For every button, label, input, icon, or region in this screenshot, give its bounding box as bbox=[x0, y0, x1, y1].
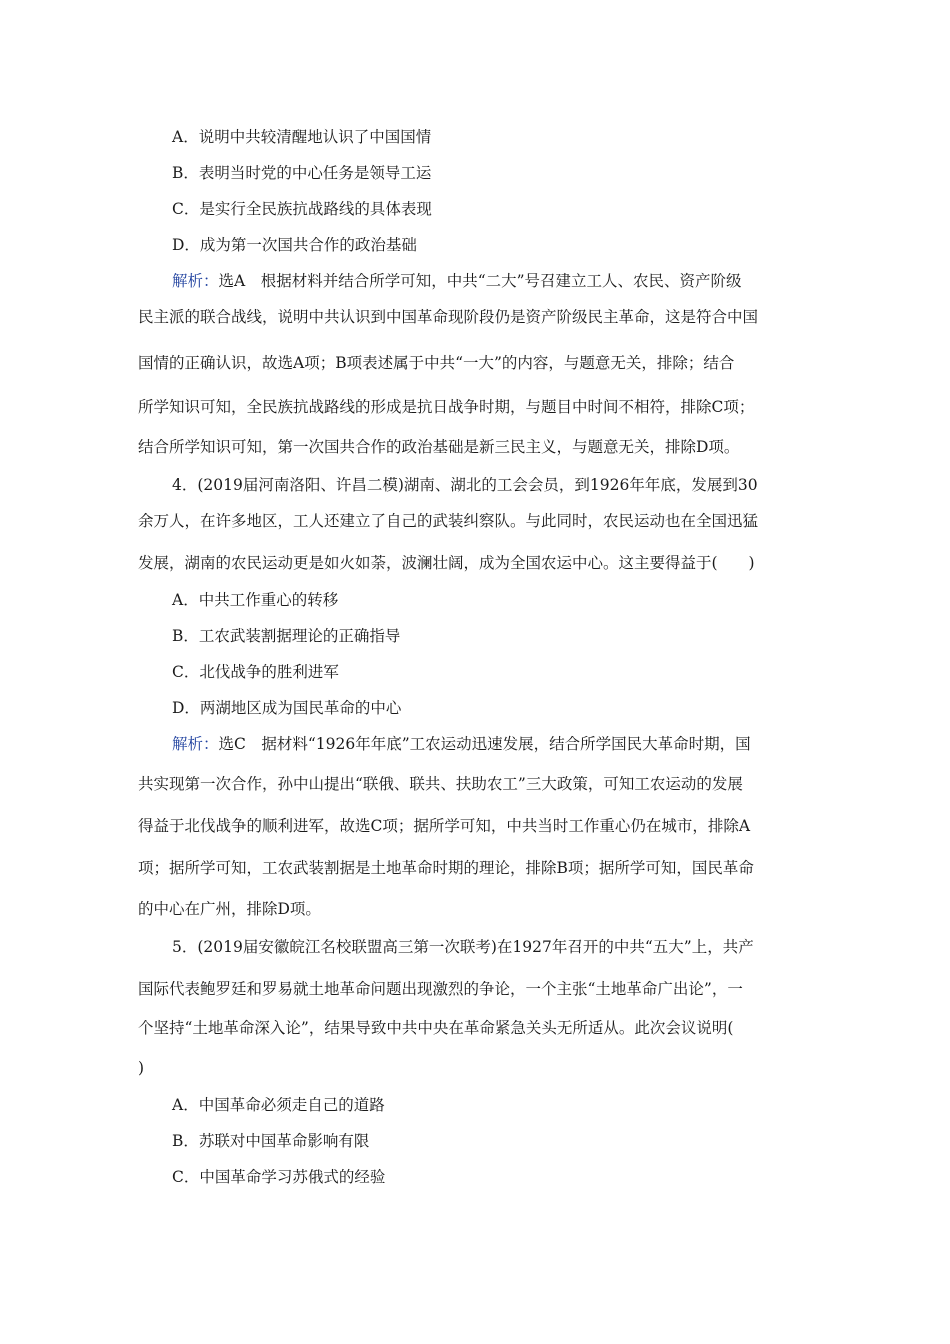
q3-analysis-line: 结合所学知识可知，第一次国共合作的政治基础是新三民主义，与题意无关，排除D项。 bbox=[138, 438, 740, 456]
q3-option-b: B．表明当时党的中心任务是领导工运 bbox=[172, 164, 432, 182]
q4-analysis-label: 解析： bbox=[172, 735, 219, 753]
q4-analysis-line: 得益于北伐战争的顺利进军，故选C项；据所学可知，中共当时工作重心仍在城市，排除A bbox=[138, 817, 751, 835]
q4-option-c: C．北伐战争的胜利进军 bbox=[172, 663, 339, 681]
q4-analysis-line: 的中心在广州，排除D项。 bbox=[138, 900, 321, 918]
q4-option-b: B．工农武装割据理论的正确指导 bbox=[172, 627, 401, 645]
q3-analysis-line: 所学知识可知，全民族抗战路线的形成是抗日战争时期，与题目中时间不相符，排除C项； bbox=[138, 398, 755, 416]
q3-option-d: D．成为第一次国共合作的政治基础 bbox=[172, 236, 417, 254]
q5-stem-line: 个坚持“土地革命深入论”，结果导致中共中央在革命紧急关头无所适从。此次会议说明( bbox=[138, 1019, 734, 1037]
q3-option-a: A．说明中共较清醒地认识了中国国情 bbox=[172, 128, 432, 146]
q3-analysis-line bbox=[172, 271, 852, 291]
q3-analysis-line: 民主派的联合战线，说明中共认识到中国革命现阶段仍是资产阶级民主革命，这是符合中国 bbox=[138, 308, 759, 326]
q3-analysis-line: 国情的正确认识，故选A项；B项表述属于中共“一大”的内容，与题意无关，排除；结合 bbox=[138, 354, 735, 372]
q4-analysis-line bbox=[172, 734, 852, 754]
q4-stem-line: 余万人，在许多地区，工人还建立了自己的武装纠察队。与此同时，农民运动也在全国迅猛 bbox=[138, 512, 759, 530]
q4-analysis-line: 共实现第一次合作，孙中山提出“联俄、联共、扶助农工”三大政策，可知工农运动的发展 bbox=[138, 775, 743, 793]
q5-stem-line: ) bbox=[138, 1059, 145, 1077]
q5-stem-line: 5．(2019届安徽皖江名校联盟高三第一次联考)在1927年召开的中共“五大”上，共产 bbox=[172, 938, 754, 956]
q3-analysis-text: 选A 根据材料并结合所学可知，中共“二大”号召建立工人、农民、资产阶级 bbox=[218, 272, 742, 290]
q5-option-b: B．苏联对中国革命影响有限 bbox=[172, 1132, 370, 1150]
q5-option-a: A．中国革命必须走自己的道路 bbox=[172, 1096, 385, 1114]
q5-option-c: C．中国革命学习苏俄式的经验 bbox=[172, 1168, 386, 1186]
q4-option-d: D．两湖地区成为国民革命的中心 bbox=[172, 699, 402, 717]
q3-analysis-label: 解析： bbox=[172, 272, 219, 290]
q3-option-c: C．是实行全民族抗战路线的具体表现 bbox=[172, 200, 432, 218]
q4-stem-line: 发展，湖南的农民运动更是如火如荼，波澜壮阔，成为全国农运中心。这主要得益于( ) bbox=[138, 554, 755, 572]
q4-option-a: A．中共工作重心的转移 bbox=[172, 591, 339, 609]
q4-analysis-text: 选C 据材料“1926年年底”工农运动迅速发展，结合所学国民大革命时期，国 bbox=[218, 735, 751, 753]
q5-stem-line: 国际代表鲍罗廷和罗易就土地革命问题出现激烈的争论，一个主张“土地革命广出论”，一 bbox=[138, 980, 743, 998]
q4-analysis-line: 项；据所学可知，工农武装割据是土地革命时期的理论，排除B项；据所学可知，国民革命 bbox=[138, 859, 754, 877]
q4-stem-line: 4．(2019届河南洛阳、许昌二模)湖南、湖北的工会会员，到1926年年底，发展到30 bbox=[172, 476, 758, 494]
